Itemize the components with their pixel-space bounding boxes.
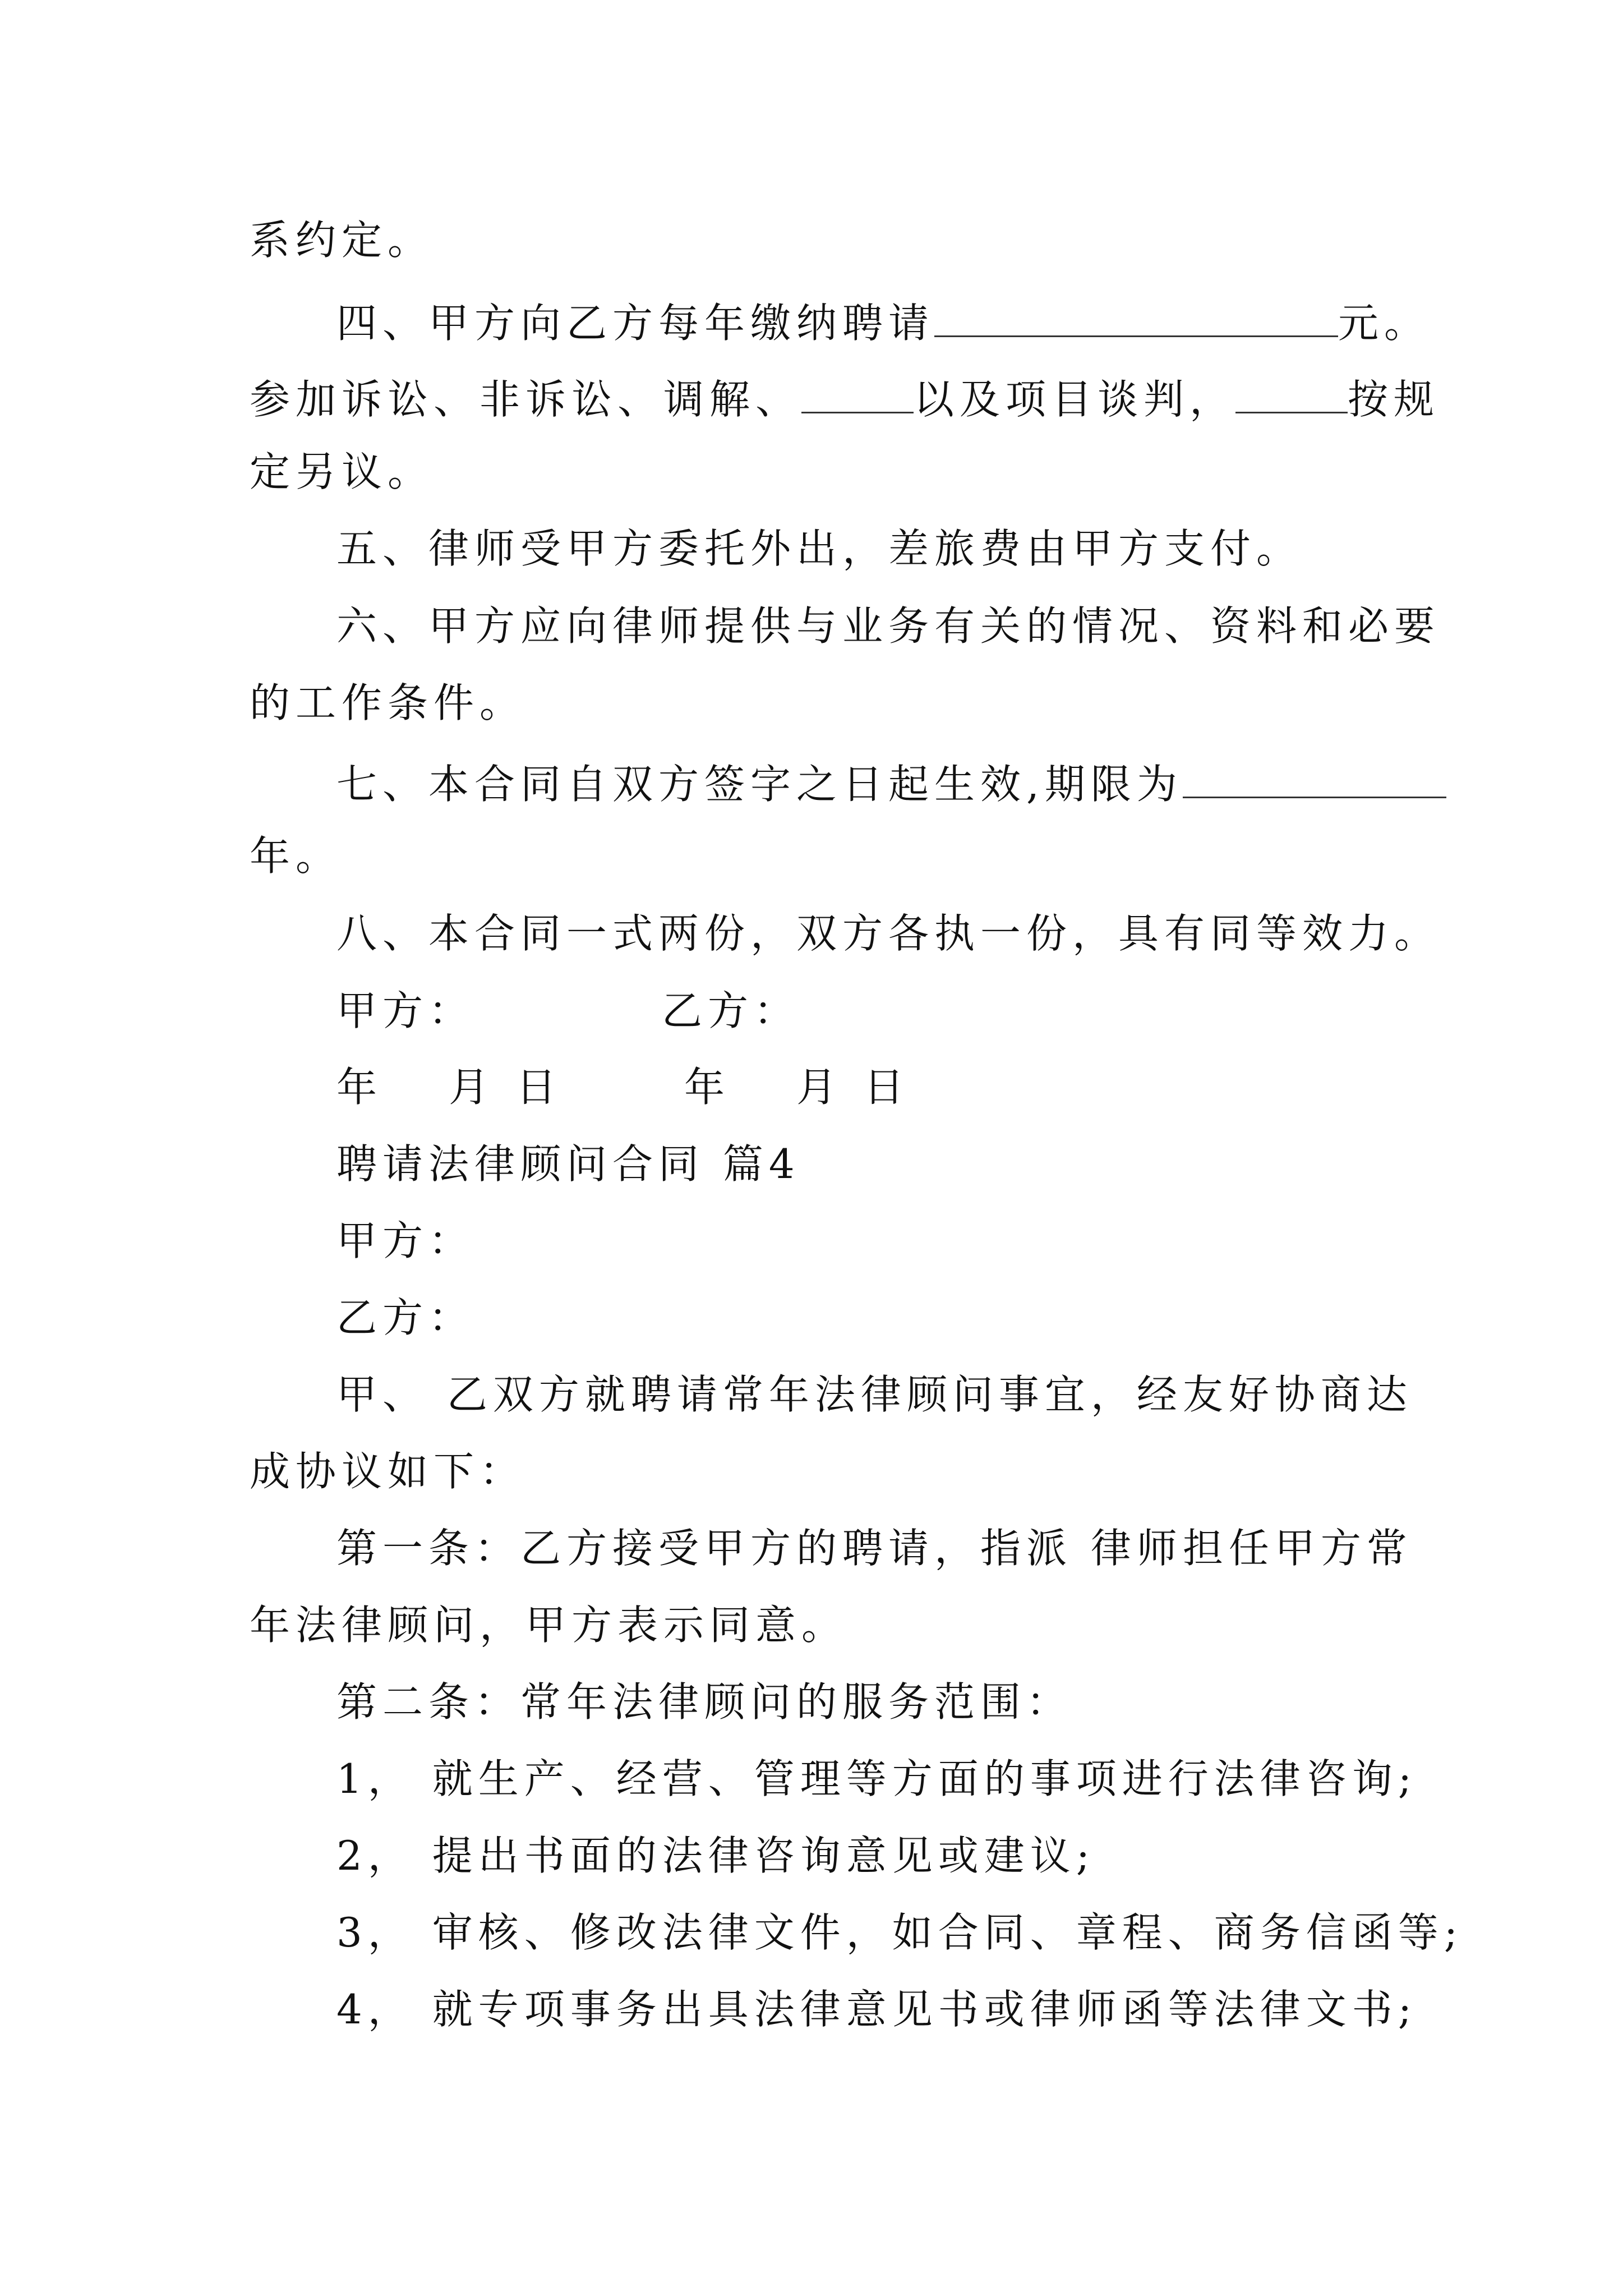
text-line: 的工作条件。: [250, 679, 526, 726]
text-line: 年法律顾问，甲方表示同意。: [250, 1602, 848, 1649]
fill-in-blank: [801, 375, 914, 413]
text-line: 成协议如下：: [250, 1448, 526, 1495]
text-line: 甲、 乙双方就聘请常年法律顾问事宜，经友好协商达: [336, 1371, 1413, 1418]
text-line: 参加诉讼、非诉讼、调解、 以及项目谈判， 按规: [250, 376, 1440, 423]
party-a-label: 甲方：: [336, 987, 475, 1034]
section-heading: 聘请法律顾问合同 篇4: [336, 1140, 800, 1188]
signature-labels-line: [336, 987, 800, 1034]
list-item: 4， 就专项事务出具法律意见书或律师函等法律文书;: [336, 1986, 1417, 2033]
text-line: 四、甲方向乙方每年缴纳聘请 元。: [336, 300, 1431, 347]
list-item: 2， 提出书面的法律咨询意见或建议;: [336, 1832, 1095, 1879]
fill-in-blank: [1235, 375, 1348, 413]
list-item: 1， 就生产、经营、管理等方面的事项进行法律咨询;: [336, 1755, 1417, 1802]
fill-in-blank: [934, 298, 1338, 337]
list-item: 3， 审核、修改法律文件，如合同、章程、商务信函等;: [336, 1909, 1463, 1956]
text-line: 年。: [250, 832, 342, 880]
text-line: 五、律师受甲方委托外出，差旅费由甲方支付。: [336, 525, 1303, 572]
party-b-label: 乙方：: [662, 987, 800, 1034]
text-line: 八、本合同一式两份，双方各执一份，具有同等效力。: [336, 910, 1441, 957]
text-line: 乙方：: [336, 1294, 475, 1341]
text-line: 第二条：常年法律顾问的服务范围：: [336, 1678, 1073, 1726]
text-line: 七、本合同自双方签字之日起生效,期限为: [336, 760, 1446, 804]
fill-in-blank: [1183, 760, 1446, 798]
text-line: 甲方：: [336, 1217, 475, 1264]
signature-date-line: 年 月 日 年 月 日: [336, 1064, 910, 1111]
text-line: 定另议。: [250, 448, 434, 495]
text-line: 系约定。: [250, 217, 434, 264]
text-line: 六、甲方应向律师提供与业务有关的情况、资料和必要: [336, 602, 1441, 650]
text-line: 第一条：乙方接受甲方的聘请，指派 律师担任甲方常: [336, 1525, 1413, 1572]
